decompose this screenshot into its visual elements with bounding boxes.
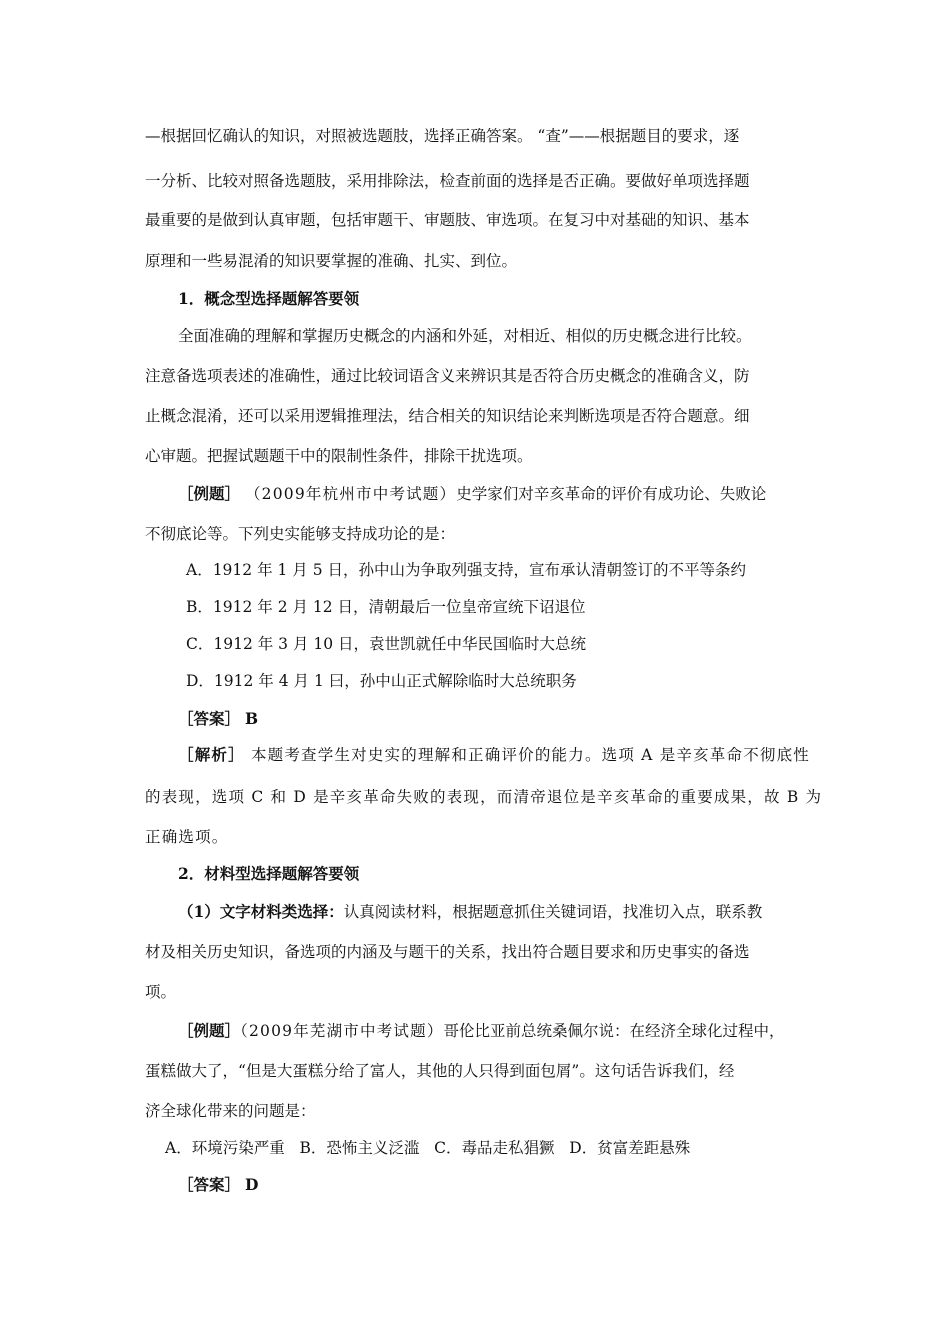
example-1-line-2: 不彻底论等。下列史实能够支持成功论的是： — [145, 525, 456, 543]
example-2-line-2: 蛋糕做大了，“但是大蛋糕分给了富人，其他的人只得到面包屑”。这句话告诉我们，经 — [145, 1062, 735, 1080]
option-d: D．1912 年 4 月 1 曰，孙中山正式解除临时大总统职务 — [186, 672, 577, 690]
section-1-para-line-3: 止概念混淆，还可以采用逻辑推理法，结合相关的知识结论来判断选项是否符合题意。细 — [145, 407, 750, 425]
answer-label: ［答案］ — [178, 709, 241, 728]
section-1-para-line-4: 心审题。把握试题题干中的限制性条件，排除干扰选项。 — [145, 447, 533, 465]
section-1-heading: 1．概念型选择题解答要领 — [178, 289, 360, 308]
example-2-label: ［例题］ — [178, 1021, 241, 1040]
example-text: 史学家们对辛亥革命的评价有成功论、失败论 — [456, 485, 767, 503]
answer-2-value: D — [244, 1175, 259, 1194]
option-b: B．1912 年 2 月 12 日，清朝最后一位皇帝宣统下诏退位 — [186, 598, 586, 616]
example-2-options: A．环境污染严重 B．恐怖主义泛滥 C．毒品走私猖獗 D．贫富差距悬殊 — [165, 1139, 691, 1157]
section-2-heading: 2．材料型选择题解答要领 — [178, 864, 360, 883]
answer-2-label: ［答案］ — [178, 1175, 241, 1194]
section-1-para-line-2: 注意备选项表述的准确性，通过比较词语含义来辨识其是否符合历史概念的准确含义，防 — [145, 367, 750, 385]
example-2-source: （2009年芜湖市中考试题） — [240, 1022, 444, 1040]
intro-line-2: 一分析、比较对照备选题肢，采用排除法，检查前面的选择是否正确。要做好单项选择题 — [145, 172, 750, 190]
answer-1 — [178, 709, 258, 729]
intro-line-3: 最重要的是做到认真审题，包括审题干、审题肢、审选项。在复习中对基础的知识、基本 — [145, 211, 750, 229]
intro-line-4: 原理和一些易混淆的知识要掌握的准确、扎实、到位。 — [145, 252, 518, 270]
option-a: A．1912 年 1 月 5 日，孙中山为争取列强支持，宣布承认清朝签订的不平等条约 — [186, 561, 747, 579]
answer-2 — [178, 1175, 258, 1195]
example-source: （2009年杭州市中考试题） — [244, 485, 457, 503]
analysis-label: ［解析］ — [178, 745, 245, 764]
intro-line-1: —根据回忆确认的知识，对照被选题肢，选择正确答案。 “查”——根据题目的要求，逐 — [145, 127, 740, 145]
option-c: C．1912 年 3 月 10 日，袁世凯就任中华民国临时大总统 — [186, 635, 587, 653]
example-2 — [178, 1021, 785, 1041]
example-1 — [178, 484, 766, 504]
analysis-line-1 — [178, 745, 810, 765]
sub-1-text: 认真阅读材料，根据题意抓住关键词语，找准切入点，联系教 — [343, 903, 763, 921]
analysis-line-3: 正确选项。 — [145, 828, 229, 846]
analysis-line-2: 的表现，选项 C 和 D 是辛亥革命失败的表现，而清帝退位是辛亥革命的重要成果，故 B 为 — [145, 788, 823, 806]
example-2-line-3: 济全球化带来的问题是： — [145, 1102, 316, 1120]
sub-1-line-1 — [178, 902, 762, 922]
analysis-text: 本题考查学生对史实的理解和正确评价的能力。选项 A 是辛亥革命不彻底性 — [250, 746, 811, 764]
sub-1-label: （1）文字材料类选择： — [178, 902, 344, 921]
example-2-text: 哥伦比亚前总统桑佩尔说：在经济全球化过程中， — [443, 1022, 785, 1040]
example-label: ［例题］ — [178, 484, 241, 503]
section-1-para-line-1: 全面准确的理解和掌握历史概念的内涵和外延，对相近、相似的历史概念进行比较。 — [178, 327, 752, 345]
sub-1-line-2: 材及相关历史知识，备选项的内涵及与题干的关系，找出符合题目要求和历史事实的备选 — [145, 943, 750, 961]
sub-1-line-3: 项。 — [145, 983, 177, 1001]
answer-value: B — [244, 709, 259, 728]
